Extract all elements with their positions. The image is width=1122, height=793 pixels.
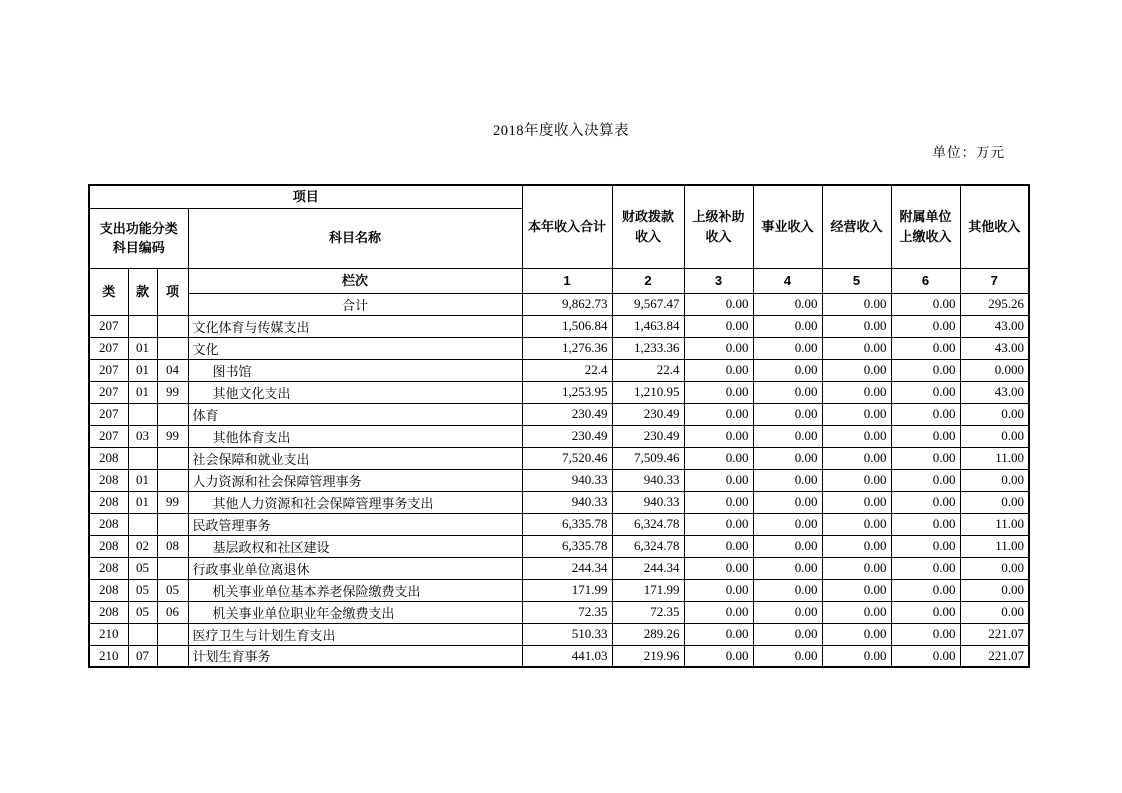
column-number: 6: [891, 268, 960, 293]
code-kuan: [128, 403, 157, 425]
code-xiang: [157, 645, 188, 667]
code-kuan: 07: [128, 645, 157, 667]
table-row: [89, 557, 1029, 579]
value-cell: 0.00: [684, 425, 753, 447]
value-cell: 230.49: [612, 403, 684, 425]
value-cell: 0.00: [822, 403, 891, 425]
value-cell: 6,335.78: [522, 535, 612, 557]
total-value-cell: 9,862.73: [522, 293, 612, 315]
value-cell: 0.00: [891, 381, 960, 403]
table-row: [89, 513, 1029, 535]
value-cell: 0.00: [753, 557, 822, 579]
column-header-affiliated-unit-income: 附属单位上缴收入: [891, 185, 960, 268]
column-header-operating-income: 经营收入: [822, 185, 891, 268]
total-value-cell: 0.00: [684, 293, 753, 315]
value-cell: 0.00: [684, 447, 753, 469]
column-header-total-income: 本年收入合计: [522, 185, 612, 268]
value-cell: 0.00: [891, 447, 960, 469]
subject-name-header-cell: 科目名称: [188, 208, 522, 268]
code-lei: 208: [89, 491, 128, 513]
code-kuan: [128, 315, 157, 337]
column-number: 1: [522, 268, 612, 293]
code-lei: 208: [89, 557, 128, 579]
code-xiang: [157, 403, 188, 425]
subject-name: 文化: [188, 337, 522, 359]
value-cell: 0.00: [822, 425, 891, 447]
code-xiang: [157, 469, 188, 491]
value-cell: 6,324.78: [612, 535, 684, 557]
value-cell: 0.00: [960, 425, 1029, 447]
value-cell: 0.00: [822, 359, 891, 381]
column-number: 7: [960, 268, 1029, 293]
value-cell: 219.96: [612, 645, 684, 667]
column-number: 3: [684, 268, 753, 293]
value-cell: 0.00: [753, 447, 822, 469]
code-kuan: 03: [128, 425, 157, 447]
value-cell: 221.07: [960, 645, 1029, 667]
value-cell: 441.03: [522, 645, 612, 667]
value-cell: 940.33: [612, 491, 684, 513]
total-value-cell: 0.00: [753, 293, 822, 315]
subject-name: 民政管理事务: [188, 513, 522, 535]
value-cell: 1,506.84: [522, 315, 612, 337]
unit-label: 单位：万元: [932, 145, 1005, 160]
value-cell: 244.34: [612, 557, 684, 579]
value-cell: 230.49: [522, 403, 612, 425]
value-cell: 72.35: [612, 601, 684, 623]
column-number: 5: [822, 268, 891, 293]
value-cell: 1,276.36: [522, 337, 612, 359]
value-cell: 0.00: [891, 491, 960, 513]
table-row: [89, 645, 1029, 667]
value-cell: 940.33: [522, 491, 612, 513]
code-lei: 207: [89, 381, 128, 403]
code-lei: 208: [89, 447, 128, 469]
code-kuan: [128, 623, 157, 645]
value-cell: 0.00: [684, 491, 753, 513]
subject-name: 其他文化支出: [188, 381, 522, 403]
value-cell: 0.00: [891, 535, 960, 557]
value-cell: 0.00: [891, 557, 960, 579]
value-cell: 0.00: [891, 513, 960, 535]
value-cell: 0.00: [753, 403, 822, 425]
code-kuan: 05: [128, 579, 157, 601]
value-cell: 0.00: [891, 623, 960, 645]
code-kuan: 02: [128, 535, 157, 557]
code-lei: 207: [89, 403, 128, 425]
value-cell: 0.00: [822, 337, 891, 359]
value-cell: 0.00: [684, 469, 753, 491]
code-kuan: 01: [128, 381, 157, 403]
value-cell: 0.00: [753, 359, 822, 381]
column-header-fiscal-appropriation: 财政拨款收入: [612, 185, 684, 268]
subject-name: 机关事业单位职业年金缴费支出: [188, 601, 522, 623]
code-xiang: [157, 513, 188, 535]
code-kuan: 01: [128, 359, 157, 381]
header-row-column-numbers: [89, 268, 1029, 293]
value-cell: 0.00: [822, 381, 891, 403]
value-cell: 11.00: [960, 513, 1029, 535]
subject-name: 图书馆: [188, 359, 522, 381]
value-cell: 0.00: [822, 315, 891, 337]
value-cell: 0.00: [891, 315, 960, 337]
code-lei: 208: [89, 535, 128, 557]
value-cell: 1,210.95: [612, 381, 684, 403]
code-group-header-cell: 支出功能分类科目编码: [89, 208, 188, 268]
value-cell: 0.00: [753, 535, 822, 557]
value-cell: 0.00: [753, 381, 822, 403]
value-cell: 0.00: [960, 601, 1029, 623]
value-cell: 289.26: [612, 623, 684, 645]
code-xiang: 08: [157, 535, 188, 557]
code-kuan: 01: [128, 491, 157, 513]
code-kuan: 05: [128, 557, 157, 579]
value-cell: 0.00: [891, 359, 960, 381]
table-row: [89, 469, 1029, 491]
table-row: [89, 623, 1029, 645]
project-header-cell: 项目: [89, 185, 522, 208]
code-kuan: 01: [128, 337, 157, 359]
value-cell: 7,509.46: [612, 447, 684, 469]
value-cell: 0.00: [891, 469, 960, 491]
value-cell: 0.00: [891, 403, 960, 425]
value-cell: 0.00: [684, 557, 753, 579]
value-cell: 11.00: [960, 535, 1029, 557]
subject-name: 行政事业单位离退休: [188, 557, 522, 579]
table-row: [89, 491, 1029, 513]
value-cell: 72.35: [522, 601, 612, 623]
code-kuan: 01: [128, 469, 157, 491]
table-row: [89, 601, 1029, 623]
code-xiang: 99: [157, 381, 188, 403]
code-lei: 210: [89, 645, 128, 667]
column-header-other-income: 其他收入: [960, 185, 1029, 268]
total-value-cell: 0.00: [891, 293, 960, 315]
subject-name: 人力资源和社会保障管理事务: [188, 469, 522, 491]
value-cell: 0.00: [753, 601, 822, 623]
subject-name: 计划生育事务: [188, 645, 522, 667]
value-cell: 171.99: [612, 579, 684, 601]
subject-name: 机关事业单位基本养老保险缴费支出: [188, 579, 522, 601]
total-value-cell: 9,567.47: [612, 293, 684, 315]
column-number: 4: [753, 268, 822, 293]
value-cell: 0.00: [822, 579, 891, 601]
code-xiang: 04: [157, 359, 188, 381]
value-cell: 0.00: [753, 623, 822, 645]
code-lei: 207: [89, 337, 128, 359]
header-row-project: [89, 185, 1029, 208]
value-cell: 0.00: [684, 645, 753, 667]
subject-name: 其他人力资源和社会保障管理事务支出: [188, 491, 522, 513]
value-cell: 0.00: [960, 491, 1029, 513]
column-header-business-income: 事业收入: [753, 185, 822, 268]
value-cell: 0.000: [960, 359, 1029, 381]
value-cell: 0.00: [753, 315, 822, 337]
value-cell: 940.33: [612, 469, 684, 491]
value-cell: 0.00: [822, 535, 891, 557]
table-row: [89, 425, 1029, 447]
code-xiang: [157, 337, 188, 359]
value-cell: 0.00: [822, 557, 891, 579]
column-header-superior-subsidy: 上级补助收入: [684, 185, 753, 268]
code-col-xiang-header: 项: [157, 268, 188, 315]
value-cell: 0.00: [684, 359, 753, 381]
value-cell: 1,253.95: [522, 381, 612, 403]
code-lei: 207: [89, 359, 128, 381]
value-cell: 0.00: [684, 579, 753, 601]
code-kuan: [128, 447, 157, 469]
value-cell: 0.00: [753, 425, 822, 447]
value-cell: 0.00: [753, 469, 822, 491]
code-xiang: [157, 315, 188, 337]
value-cell: 0.00: [684, 315, 753, 337]
table-row: [89, 535, 1029, 557]
code-lei: 208: [89, 469, 128, 491]
value-cell: 0.00: [753, 337, 822, 359]
table-row: [89, 315, 1029, 337]
subject-name: 医疗卫生与计划生育支出: [188, 623, 522, 645]
subject-name: 体育: [188, 403, 522, 425]
value-cell: 0.00: [891, 645, 960, 667]
value-cell: 43.00: [960, 315, 1029, 337]
value-cell: 940.33: [522, 469, 612, 491]
code-xiang: 99: [157, 491, 188, 513]
value-cell: 0.00: [960, 469, 1029, 491]
value-cell: 43.00: [960, 337, 1029, 359]
code-lei: 207: [89, 315, 128, 337]
value-cell: 6,324.78: [612, 513, 684, 535]
value-cell: 230.49: [612, 425, 684, 447]
table-row: [89, 359, 1029, 381]
total-value-cell: 295.26: [960, 293, 1029, 315]
value-cell: 1,463.84: [612, 315, 684, 337]
code-col-lei-header: 类: [89, 268, 128, 315]
value-cell: 0.00: [753, 645, 822, 667]
code-kuan: 05: [128, 601, 157, 623]
table-row: [89, 579, 1029, 601]
value-cell: 0.00: [822, 469, 891, 491]
value-cell: 0.00: [960, 403, 1029, 425]
value-cell: 0.00: [822, 513, 891, 535]
value-cell: 0.00: [684, 623, 753, 645]
value-cell: 6,335.78: [522, 513, 612, 535]
value-cell: 0.00: [960, 579, 1029, 601]
value-cell: 0.00: [822, 601, 891, 623]
value-cell: 43.00: [960, 381, 1029, 403]
value-cell: 1,233.36: [612, 337, 684, 359]
code-xiang: [157, 447, 188, 469]
value-cell: 0.00: [684, 403, 753, 425]
total-row: [89, 293, 1029, 315]
value-cell: 22.4: [612, 359, 684, 381]
value-cell: 22.4: [522, 359, 612, 381]
code-xiang: 05: [157, 579, 188, 601]
value-cell: 0.00: [753, 579, 822, 601]
value-cell: 244.34: [522, 557, 612, 579]
value-cell: 7,520.46: [522, 447, 612, 469]
subject-name: 文化体育与传媒支出: [188, 315, 522, 337]
total-value-cell: 0.00: [822, 293, 891, 315]
table-row: [89, 447, 1029, 469]
subject-name: 社会保障和就业支出: [188, 447, 522, 469]
subject-name: 基层政权和社区建设: [188, 535, 522, 557]
code-xiang: [157, 557, 188, 579]
value-cell: 0.00: [822, 645, 891, 667]
value-cell: 0.00: [684, 513, 753, 535]
value-cell: 510.33: [522, 623, 612, 645]
value-cell: 0.00: [684, 337, 753, 359]
value-cell: 171.99: [522, 579, 612, 601]
value-cell: 0.00: [753, 513, 822, 535]
table-row: [89, 381, 1029, 403]
subject-name: 其他体育支出: [188, 425, 522, 447]
value-cell: 0.00: [822, 447, 891, 469]
value-cell: 0.00: [822, 491, 891, 513]
code-lei: 208: [89, 601, 128, 623]
row-index-label-cell: 栏次: [188, 268, 522, 293]
table-row: [89, 403, 1029, 425]
value-cell: 0.00: [891, 337, 960, 359]
value-cell: 0.00: [684, 601, 753, 623]
code-lei: 208: [89, 579, 128, 601]
code-col-kuan-header: 款: [128, 268, 157, 315]
code-lei: 210: [89, 623, 128, 645]
column-number: 2: [612, 268, 684, 293]
value-cell: 0.00: [684, 535, 753, 557]
table-row: [89, 337, 1029, 359]
total-label-cell: 合计: [188, 293, 522, 315]
page-title: 2018年度收入决算表: [493, 123, 629, 139]
income-statement-table: [88, 184, 1030, 668]
value-cell: 0.00: [684, 381, 753, 403]
code-lei: 207: [89, 425, 128, 447]
value-cell: 0.00: [891, 425, 960, 447]
income-table-body: [89, 185, 1029, 667]
code-kuan: [128, 513, 157, 535]
value-cell: 230.49: [522, 425, 612, 447]
value-cell: 0.00: [891, 579, 960, 601]
code-xiang: 06: [157, 601, 188, 623]
value-cell: 0.00: [822, 623, 891, 645]
code-xiang: 99: [157, 425, 188, 447]
code-xiang: [157, 623, 188, 645]
value-cell: 11.00: [960, 447, 1029, 469]
value-cell: 221.07: [960, 623, 1029, 645]
value-cell: 0.00: [960, 557, 1029, 579]
value-cell: 0.00: [891, 601, 960, 623]
code-lei: 208: [89, 513, 128, 535]
value-cell: 0.00: [753, 491, 822, 513]
